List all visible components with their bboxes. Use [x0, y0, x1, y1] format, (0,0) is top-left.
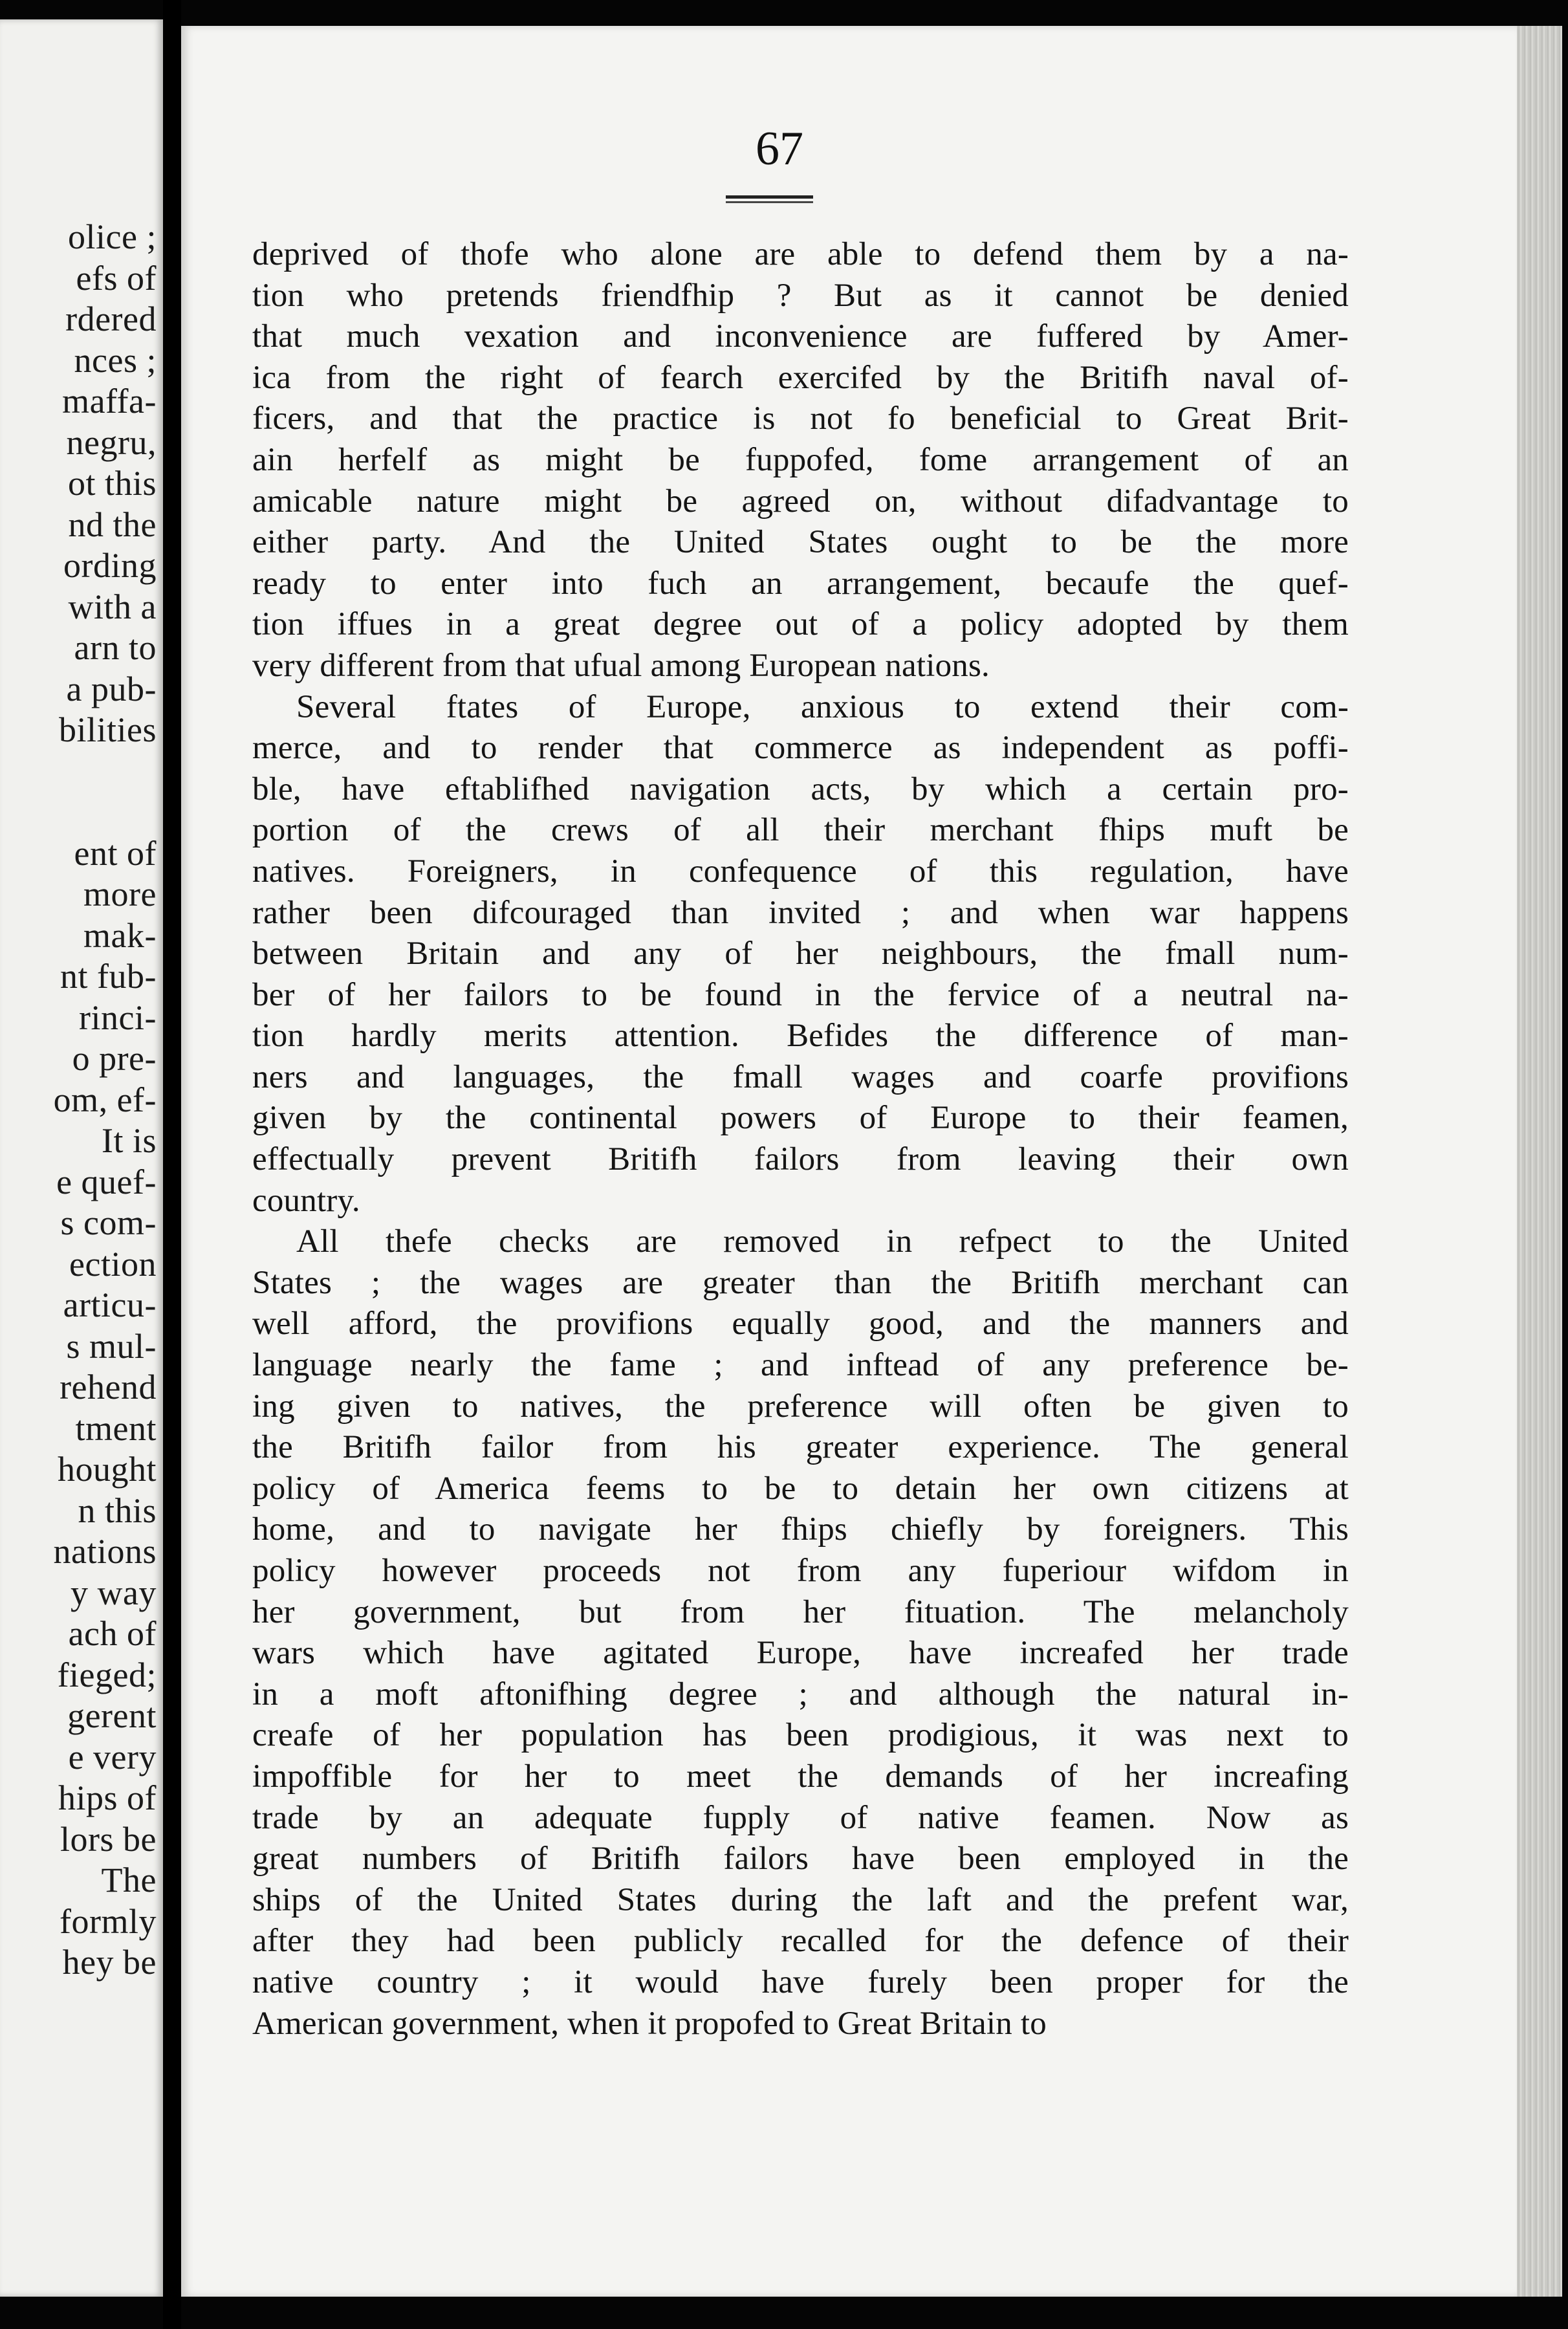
- text-line: impoffible for her to meet the demands of her increafing: [252, 1758, 1349, 1795]
- left-page-line: The: [101, 1861, 157, 1899]
- left-page-line: efs of: [76, 258, 157, 298]
- book-gutter: [163, 0, 181, 2329]
- body-text: [252, 234, 1349, 2044]
- text-line: merce, and to render that commerce as independent as poffi-: [252, 730, 1349, 767]
- left-page-line: formly: [60, 1901, 157, 1941]
- page-edges: [1517, 26, 1562, 2297]
- left-page-line: e quef-: [56, 1162, 157, 1201]
- left-page-line: ach of: [68, 1614, 157, 1653]
- text-line: natives. Foreigners, in confequence of this regulation, have: [252, 853, 1349, 890]
- text-line: great numbers of Britifh failors have been employed in the: [252, 1841, 1349, 1877]
- text-line: ficers, and that the practice is not fo beneficial to Great Brit-: [252, 400, 1349, 437]
- left-page-line: a pub-: [66, 669, 157, 708]
- text-line: ble, have eftablifhed navigation acts, by which a certain pro-: [252, 771, 1349, 807]
- left-page-line: nces ;: [74, 340, 157, 380]
- left-page-fragments: [54, 217, 157, 1984]
- text-line: ing given to natives, the preference will often be given to: [252, 1388, 1349, 1425]
- left-page-line: n this: [78, 1491, 157, 1530]
- page-number: 67: [756, 122, 803, 175]
- left-page-line: nations: [53, 1532, 157, 1571]
- text-line: her government, but from her fituation. The melancholy: [252, 1593, 1349, 1630]
- left-page-line: hought: [57, 1450, 157, 1489]
- text-line: either party. And the United States ought to be the more: [252, 524, 1349, 561]
- left-page-line: s mul-: [66, 1326, 157, 1366]
- left-page: [0, 19, 163, 2297]
- left-page-line: o pre-: [72, 1039, 157, 1078]
- text-line: tion who pretends friendfhip ? But as it cannot be denied: [252, 277, 1349, 314]
- text-line: wars which have agitated Europe, have increafed her trade: [252, 1635, 1349, 1672]
- left-page-line: arn to: [74, 628, 157, 667]
- text-line: ber of her failors to be found in the fervice of a neutral na-: [252, 976, 1349, 1013]
- left-page-line: fieged;: [57, 1655, 157, 1694]
- text-line: tion iffues in a great degree out of a policy adopted by them: [252, 606, 1349, 643]
- left-page-line: more: [83, 875, 157, 913]
- text-line: deprived of thofe who alone are able to defend them by a na-: [252, 236, 1349, 272]
- text-line: ica from the right of fearch exercifed by the Britifh naval of-: [252, 359, 1349, 396]
- left-page-line: e very: [68, 1737, 157, 1777]
- left-page-line: ent of: [74, 833, 157, 873]
- left-page-line: negru,: [66, 422, 157, 462]
- text-line: home, and to navigate her fhips chiefly by foreigners. This: [252, 1511, 1349, 1548]
- text-line: effectually prevent Britifh failors from leaving their own: [252, 1141, 1349, 1178]
- left-page-line: maffa-: [62, 382, 157, 421]
- text-line: between Britain and any of her neighbours, the fmall num-: [252, 935, 1349, 972]
- left-page-line: gerent: [67, 1696, 157, 1735]
- text-line: States ; the wages are greater than the Britifh merchant can: [252, 1264, 1349, 1301]
- text-line: that much vexation and inconvenience are fuffered by Amer-: [252, 318, 1349, 355]
- text-line: country.: [252, 1182, 360, 1219]
- left-page-line: y way: [71, 1573, 157, 1612]
- text-line: the Britifh failor from his greater experience. The general: [252, 1429, 1349, 1466]
- text-line: very different from that ufual among European nations.: [252, 647, 990, 684]
- text-line: given by the continental powers of Europe to their feamen,: [252, 1100, 1349, 1137]
- left-page-line: olice ;: [68, 217, 157, 256]
- left-page-line: lors be: [60, 1819, 157, 1859]
- text-line: American government, when it propofed to Great Britain to: [252, 2005, 1047, 2042]
- text-line: well afford, the provifions equally good, and the manners and: [252, 1306, 1349, 1342]
- text-line: ready to enter into fuch an arrangement, becaufe the quef-: [252, 565, 1349, 602]
- left-page-line: rinci-: [79, 998, 157, 1037]
- text-line: ners and languages, the fmall wages and coarfe provifions: [252, 1058, 1349, 1095]
- right-page: [181, 26, 1517, 2297]
- text-line: creafe of her population has been prodigious, it was next to: [252, 1717, 1349, 1754]
- text-line: in a moft aftonifhing degree ; and although the natural in-: [252, 1676, 1349, 1712]
- left-page-line: hey be: [62, 1943, 157, 1982]
- text-line: policy of America feems to be to detain her own citizens at: [252, 1470, 1349, 1507]
- text-line: native country ; it would have furely been proper for the: [252, 1963, 1349, 2000]
- left-page-line: om, ef-: [53, 1080, 157, 1119]
- text-line: policy however proceeds not from any fuperiour wifdom in: [252, 1553, 1349, 1589]
- left-page-line: ection: [69, 1244, 157, 1284]
- left-page-line: bilities: [59, 710, 157, 749]
- left-page-line: articu-: [63, 1285, 157, 1324]
- text-line: ain herfelf as might be fuppofed, fome arrangement of an: [252, 441, 1349, 478]
- text-line: trade by an adequate fupply of native feamen. Now as: [252, 1799, 1349, 1836]
- text-line: All thefe checks are removed in refpect to the United: [296, 1223, 1349, 1260]
- text-line: tion hardly merits attention. Befides the difference of man-: [252, 1018, 1349, 1055]
- left-page-line: ot this: [67, 464, 157, 503]
- left-page-line: ording: [63, 546, 157, 585]
- text-line: ships of the United States during the laft and the prefent war,: [252, 1881, 1349, 1918]
- left-page-line: It is: [101, 1121, 157, 1160]
- text-line: after they had been publicly recalled for the defence of their: [252, 1923, 1349, 1960]
- left-page-line: rehend: [60, 1368, 157, 1406]
- header-rule: [726, 195, 813, 203]
- left-page-line: rdered: [65, 300, 157, 338]
- left-page-line: [54, 751, 157, 793]
- text-line: portion of the crews of all their merchant fhips muft be: [252, 812, 1349, 849]
- left-page-line: mak-: [83, 915, 157, 955]
- text-line: Several ftates of Europe, anxious to extend their com-: [296, 688, 1349, 725]
- left-page-line: nt fub-: [60, 957, 157, 996]
- left-page-line: hips of: [58, 1778, 157, 1817]
- left-page-line: with a: [68, 587, 157, 626]
- text-line: rather been difcouraged than invited ; and when war happens: [252, 894, 1349, 931]
- left-page-line: tment: [75, 1408, 157, 1448]
- text-line: amicable nature might be agreed on, without difadvantage to: [252, 483, 1349, 519]
- left-page-line: nd the: [68, 505, 157, 544]
- text-line: language nearly the fame ; and inftead of any preference be-: [252, 1347, 1349, 1384]
- left-page-line: s com-: [60, 1203, 157, 1242]
- left-page-line: [54, 792, 157, 833]
